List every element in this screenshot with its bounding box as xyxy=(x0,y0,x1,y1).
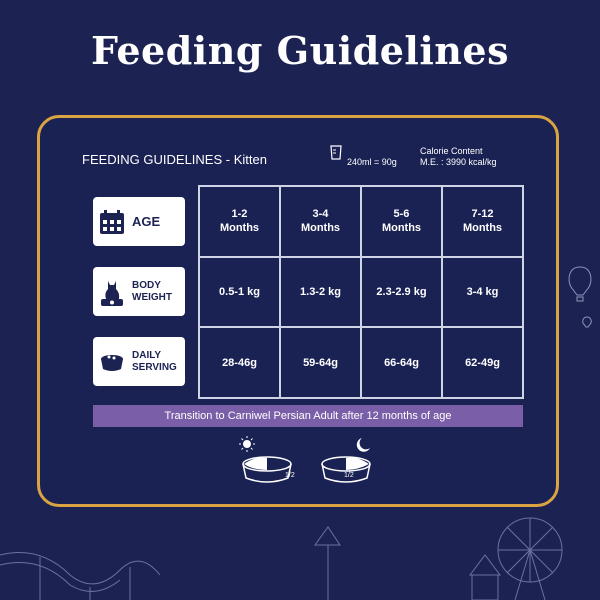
table-cell: 1-2 Months xyxy=(199,186,280,257)
amusement-park-skyline xyxy=(0,515,600,600)
food-bowl-icon xyxy=(98,350,126,374)
moon-icon xyxy=(357,438,370,452)
row-label-text: AGE xyxy=(132,213,161,229)
row-label-body-weight xyxy=(93,267,185,316)
table-cell: 66-64g xyxy=(361,327,442,398)
calorie-content xyxy=(420,146,497,168)
table-cell: 5-6 Months xyxy=(361,186,442,257)
page-title: Feeding Guidelines xyxy=(90,28,510,73)
calorie-value: M.E. : 3990 kcal/kg xyxy=(420,157,497,167)
row-label-text: DAILY SERVING xyxy=(132,349,177,373)
table-cell: 62-49g xyxy=(442,327,523,398)
calendar-icon xyxy=(98,208,126,236)
row-label-age xyxy=(93,197,185,246)
table-cell: 3-4 kg xyxy=(442,257,523,328)
measure-ratio: 240ml = 90g xyxy=(347,157,397,167)
calorie-title: Calorie Content xyxy=(420,146,483,156)
row-label-daily-serving xyxy=(93,337,185,386)
hot-air-balloon-icon xyxy=(565,265,595,340)
table-cell: 1.3-2 kg xyxy=(280,257,361,328)
card-heading: FEEDING GUIDELINES - Kitten xyxy=(82,152,267,167)
morning-bowl xyxy=(235,436,295,496)
table-cell: 2.3-2.9 kg xyxy=(361,257,442,328)
feeding-card xyxy=(37,115,559,507)
transition-banner: Transition to Carniwel Persian Adult after 12 months of age xyxy=(93,405,523,427)
row-label-text: BODY WEIGHT xyxy=(132,279,172,303)
sun-icon xyxy=(239,436,255,452)
feeding-table xyxy=(198,185,524,399)
portion-fraction: 1/2 xyxy=(344,472,354,479)
table-cell: 59-64g xyxy=(280,327,361,398)
measuring-cup-icon xyxy=(329,144,343,160)
table-cell: 28-46g xyxy=(199,327,280,398)
cat-on-scale-icon xyxy=(98,277,126,307)
table-cell: 0.5-1 kg xyxy=(199,257,280,328)
table-cell: 3-4 Months xyxy=(280,186,361,257)
portion-fraction: 1/2 xyxy=(285,472,295,479)
table-cell: 7-12 Months xyxy=(442,186,523,257)
evening-bowl xyxy=(318,436,378,496)
